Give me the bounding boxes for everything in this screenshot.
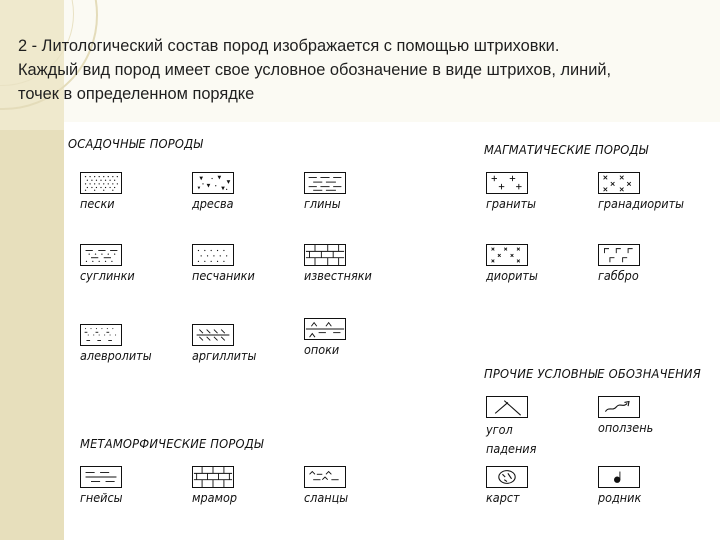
label-izvestnyaki: известняки bbox=[304, 268, 372, 283]
label-granodiority: гранадиориты bbox=[598, 196, 685, 211]
label-opoki: опоки bbox=[304, 342, 340, 357]
label-peschaniki: песчаники bbox=[192, 268, 255, 283]
label-argillity: аргиллиты bbox=[192, 348, 257, 363]
legend-figure bbox=[64, 122, 720, 540]
argillite-pattern bbox=[192, 324, 234, 346]
label-rodnik: родник bbox=[598, 490, 642, 505]
label-gabbro: габбро bbox=[598, 268, 639, 283]
granite-pattern bbox=[486, 172, 528, 194]
landslide-symbol bbox=[598, 396, 640, 418]
gabbro-pattern bbox=[598, 244, 640, 266]
intro-line-2: Каждый вид пород имеет свое условное обозначение в виде штрихов, линий, bbox=[18, 61, 612, 79]
label-mramor: мрамор bbox=[192, 490, 238, 505]
label-alevrolity: алевролиты bbox=[80, 348, 152, 363]
label-ugol-padeniya bbox=[486, 420, 536, 458]
section-other-title: ПРОЧИЕ УСЛОВНЫЕ ОБОЗНАЧЕНИЯ bbox=[484, 366, 701, 381]
label-granity: граниты bbox=[486, 196, 537, 211]
diorite-pattern bbox=[486, 244, 528, 266]
siltstone-pattern bbox=[80, 324, 122, 346]
label-karst: карст bbox=[486, 490, 520, 505]
intro-text bbox=[18, 34, 708, 106]
label-ugol: угол bbox=[486, 422, 513, 437]
label-padeniya: падения bbox=[486, 441, 537, 456]
section-metamorphic-title: МЕТАМОРФИЧЕСКИЕ ПОРОДЫ bbox=[80, 436, 264, 451]
label-slancy: сланцы bbox=[304, 490, 349, 505]
label-diority: диориты bbox=[486, 268, 538, 283]
karst-symbol bbox=[486, 466, 528, 488]
opoka-pattern bbox=[304, 318, 346, 340]
label-dresva: дресва bbox=[192, 196, 234, 211]
limestone-pattern bbox=[304, 244, 346, 266]
label-gneisy: гнейсы bbox=[80, 490, 123, 505]
loam-pattern bbox=[80, 244, 122, 266]
label-suglinki: суглинки bbox=[80, 268, 135, 283]
sand-pattern bbox=[80, 172, 122, 194]
label-gliny: глины bbox=[304, 196, 341, 211]
dip-angle-symbol bbox=[486, 396, 528, 418]
gruss-pattern bbox=[192, 172, 234, 194]
schist-pattern bbox=[304, 466, 346, 488]
spring-symbol bbox=[598, 466, 640, 488]
label-peski: пески bbox=[80, 196, 115, 211]
decorative-side-bar-lower bbox=[0, 130, 64, 540]
intro-line-3: точек в определенном порядке bbox=[18, 85, 255, 103]
marble-pattern bbox=[192, 466, 234, 488]
label-opolzen: оползень bbox=[598, 420, 654, 435]
granodiorite-pattern bbox=[598, 172, 640, 194]
clay-pattern bbox=[304, 172, 346, 194]
intro-line-1: 2 - Литологический состав пород изображается с помощью штриховки. bbox=[18, 37, 560, 55]
sandstone-pattern bbox=[192, 244, 234, 266]
section-magmatic-title: МАГМАТИЧЕСКИЕ ПОРОДЫ bbox=[484, 142, 649, 157]
section-sedimentary-title: ОСАДОЧНЫЕ ПОРОДЫ bbox=[68, 136, 203, 151]
gneiss-pattern bbox=[80, 466, 122, 488]
